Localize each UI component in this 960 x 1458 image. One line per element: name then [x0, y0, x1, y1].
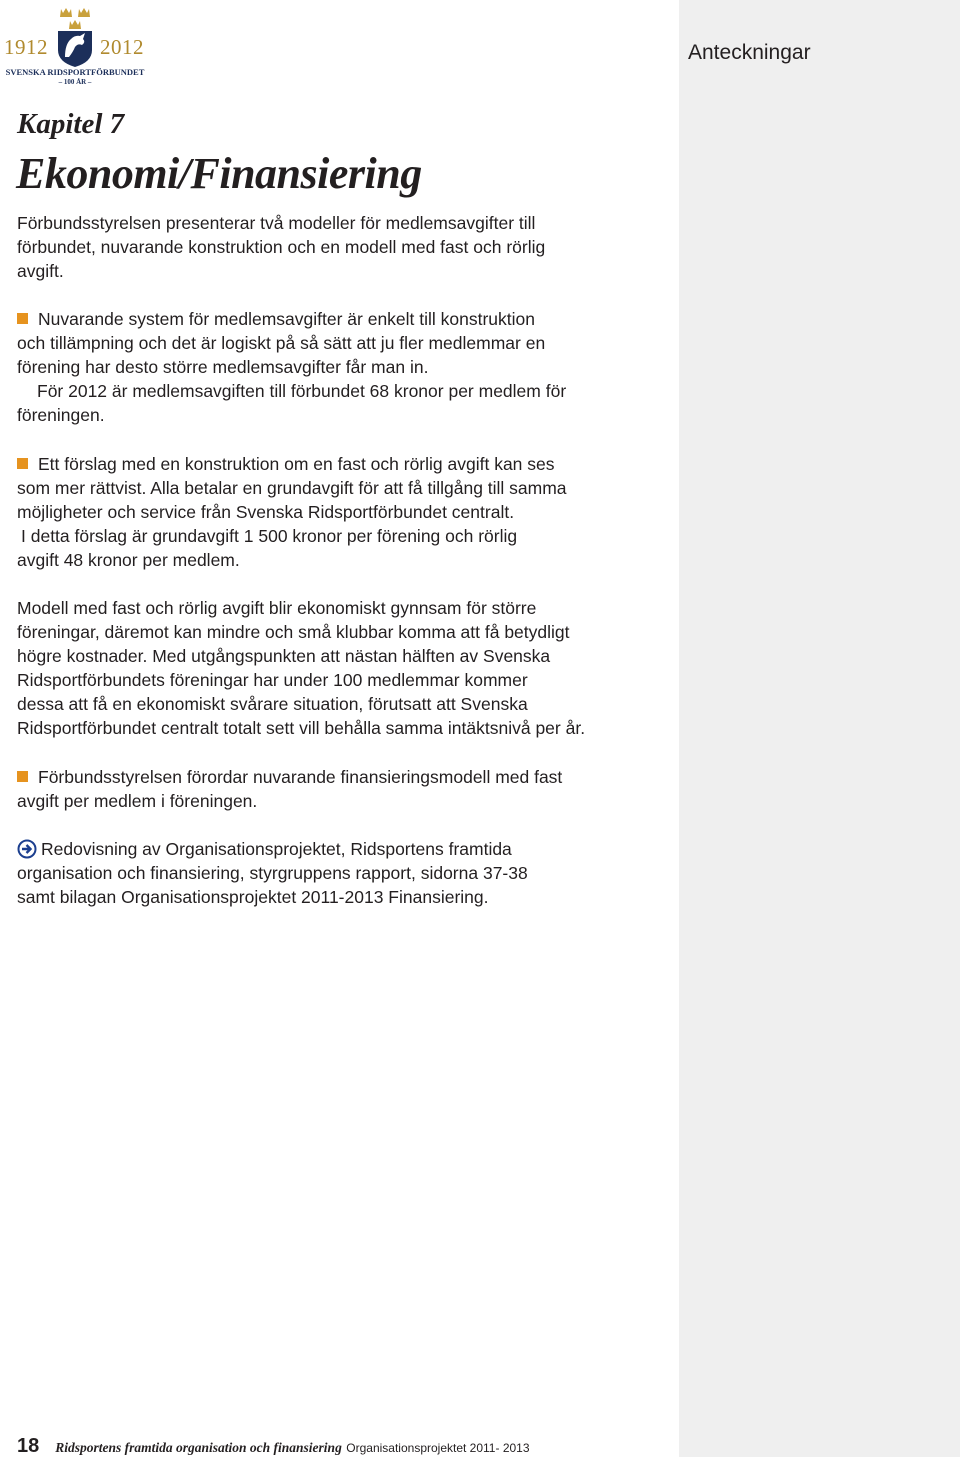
page-footer [17, 1435, 530, 1458]
text-line: förbundet, nuvarande konstruktion och en modell med fast och rörlig [17, 237, 546, 257]
orange-bullet-icon [17, 771, 28, 782]
text-line: högre kostnader. Med utgångspunkten att nästan hälften av Svenska [17, 646, 551, 666]
text-line: Nuvarande system för medlemsavgifter är enkelt till konstruktion [38, 309, 536, 329]
logo-year-right: 2012 [100, 35, 144, 59]
text-line: Ridsportförbundet centralt totalt sett vill behålla samma intäktsnivå per år. [17, 718, 586, 738]
reference-paragraph [17, 837, 647, 909]
page-number: 18 [17, 1435, 40, 1457]
text-line: Redovisning av Organisationsprojektet, Ridsportens framtida [41, 839, 512, 859]
orange-bullet-icon [17, 458, 28, 469]
text-line: avgift per medlem i föreningen. [17, 791, 258, 811]
text-line: I detta förslag är grundavgift 1 500 kronor per förening och rörlig [21, 526, 518, 546]
text-line: möjligheter och service från Svenska Ridsportförbundet centralt. [17, 502, 515, 522]
text-line: Förbundsstyrelsen förordar nuvarande finansieringsmodell med fast [38, 767, 563, 787]
intro-paragraph [17, 211, 647, 283]
bullet-paragraph-recommendation [17, 765, 647, 813]
text-line: Ett förslag med en konstruktion om en fast och rörlig avgift kan ses [38, 454, 555, 474]
text-line: föreningen. [17, 405, 105, 425]
chapter-label: Kapitel 7 [17, 108, 125, 140]
bullet-paragraph-proposal [17, 452, 647, 572]
text-line: För 2012 är medlemsavgiften till förbundet 68 kronor per medlem för [37, 381, 567, 401]
text-line: Ridsportförbundets föreningar har under 100 medlemmar kommer [17, 670, 528, 690]
notes-title: Anteckningar [688, 41, 811, 64]
text-line: som mer rättvist. Alla betalar en grundavgift för att få tillgång till samma [17, 478, 567, 498]
logo-subtitle: – 100 ÅR – [58, 78, 92, 86]
arrow-circle-icon [17, 839, 37, 859]
text-line: organisation och finansiering, styrgruppens rapport, sidorna 37-38 [17, 863, 528, 883]
bullet-paragraph-current-system [17, 307, 647, 427]
page-title: Ekonomi/Finansiering [16, 149, 422, 198]
crest-icon [54, 6, 96, 68]
text-line: och tillämpning och det är logiskt på så sätt att ju fler medlemmar en [17, 333, 546, 353]
text-line: avgift 48 kronor per medlem. [17, 550, 240, 570]
text-line: förening har desto större medlemsavgifter får man in. [17, 357, 429, 377]
federation-logo [4, 4, 146, 90]
model-analysis-paragraph [17, 596, 647, 740]
text-line: dessa att få en ekonomiskt svårare situation, förutsatt att Svenska [17, 694, 528, 714]
text-line: avgift. [17, 261, 64, 281]
footer-publication-title: Ridsportens framtida organisation och finansiering [55, 1440, 342, 1455]
logo-year-left: 1912 [4, 35, 48, 59]
text-line: Förbundsstyrelsen presenterar två modeller för medlemsavgifter till [17, 213, 536, 233]
text-line: föreningar, däremot kan mindre och små klubbar komma att få betydligt [17, 622, 570, 642]
notes-panel [679, 0, 960, 1457]
text-line: samt bilagan Organisationsprojektet 2011-2013 Finansiering. [17, 887, 489, 907]
orange-bullet-icon [17, 313, 28, 324]
logo-org-name: SVENSKA RIDSPORTFÖRBUNDET [5, 67, 145, 77]
footer-project-name: Organisationsprojektet 2011- 2013 [346, 1441, 530, 1455]
text-line: Modell med fast och rörlig avgift blir ekonomiskt gynnsam för större [17, 598, 537, 618]
